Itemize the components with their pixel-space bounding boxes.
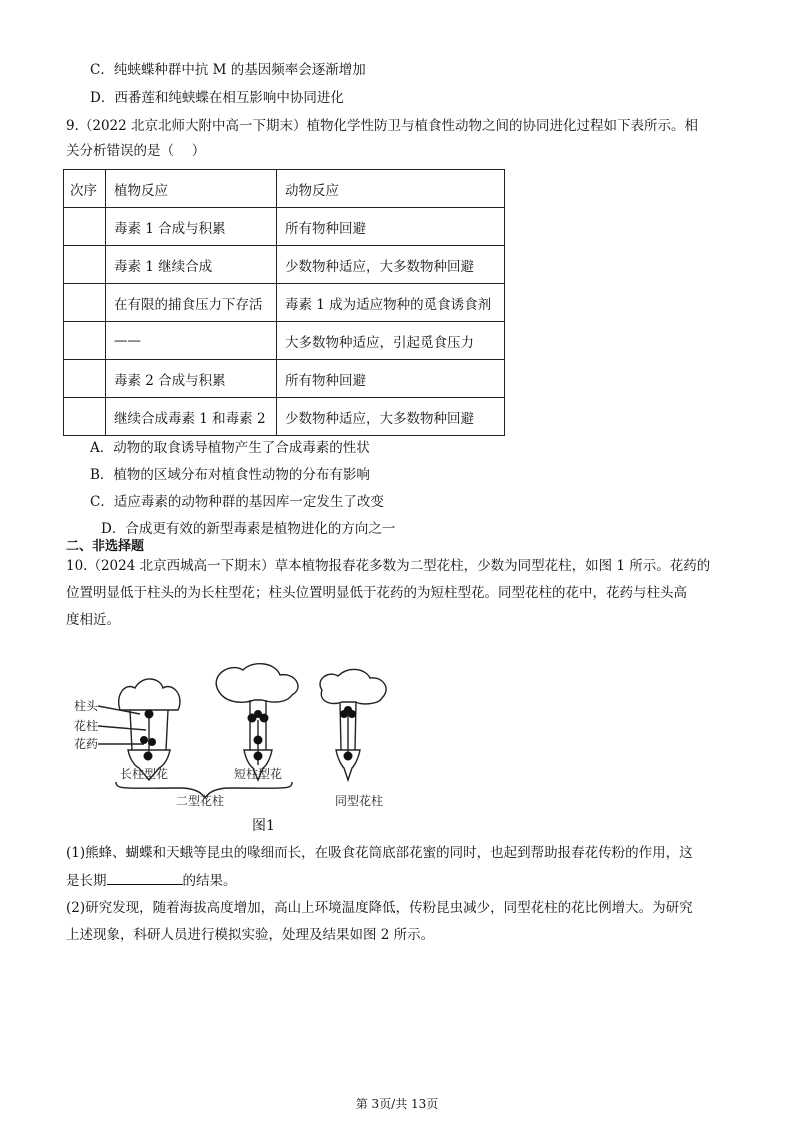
question-10-part1-line2 [66, 870, 237, 891]
question-10-stem-line1: 10.（2024 北京西城高一下期末）草本植物报春花多数为二型花柱，少数为同型花柱，如图 1 所示。花药的 [66, 558, 711, 574]
part1-text-post: 的结果。 [182, 873, 237, 889]
table-row [64, 208, 505, 246]
label-short-style: 短柱型花 [234, 767, 283, 781]
option-d: D．合成更有效的新型毒素是植物进化的方向之一 [101, 521, 396, 537]
table-row [64, 246, 505, 284]
table-cell: 少数物种适应，大多数物种回避 [277, 246, 505, 284]
table-cell [64, 360, 106, 398]
question-10-part1-line1: (1)熊蜂、蝴蝶和天蛾等昆虫的喙细而长，在吸食花筒底部花蜜的同时，也起到帮助报春花传粉的作用，这 [66, 845, 693, 861]
question-10-part2-line2: 上述现象，科研人员进行模拟实验，处理及结果如图 2 所示。 [66, 927, 435, 943]
answer-blank[interactable] [107, 870, 183, 885]
table-cell [64, 208, 106, 246]
option-c-prev: C．纯蛱蝶种群中抗 M 的基因频率会逐渐增加 [90, 62, 366, 78]
question-9-stem-line2: 关分析错误的是（ ） [66, 143, 206, 159]
label-dimorphic: 二型花柱 [176, 794, 225, 808]
figure-caption: 图1 [252, 818, 275, 834]
long-style-flower [119, 679, 180, 780]
label-long-style: 长柱型花 [120, 767, 169, 781]
table-cell: 少数物种适应，大多数物种回避 [277, 398, 505, 436]
table-row [64, 284, 505, 322]
option-a: A．动物的取食诱导植物产生了合成毒素的性状 [90, 440, 370, 456]
table-cell: 大多数物种适应，引起觅食压力 [277, 322, 505, 360]
question-10-stem-line2: 位置明显低于柱头的为长柱型花；柱头位置明显低于花药的为短柱型花。同型花柱的花中，花药与柱头高 [66, 585, 687, 601]
option-c: C．适应毒素的动物种群的基因库一定发生了改变 [90, 494, 384, 510]
label-homostyle: 同型花柱 [335, 794, 384, 808]
table-cell: 所有物种回避 [277, 360, 505, 398]
table-header-row [64, 170, 505, 208]
coevolution-table [63, 169, 505, 436]
label-style: 花柱 [74, 719, 99, 733]
table-cell: 毒素 1 合成与积累 [106, 208, 277, 246]
label-anther: 花药 [74, 737, 99, 751]
table-cell: 在有限的捕食压力下存活 [106, 284, 277, 322]
short-style-flower [216, 664, 298, 780]
table-cell: 毒素 1 继续合成 [106, 246, 277, 284]
table-row [64, 322, 505, 360]
label-stigma: 柱头 [74, 699, 99, 713]
page-footer: 第 3页/共 13页 [355, 1097, 439, 1111]
section-heading: 二、非选择题 [66, 539, 145, 554]
table-cell [64, 284, 106, 322]
option-b: B．植物的区域分布对植食性动物的分布有影响 [90, 467, 370, 483]
table-header-cell: 动物反应 [277, 170, 505, 208]
table-cell: —— [106, 322, 277, 360]
table-cell [64, 398, 106, 436]
homostyle-flower [320, 669, 386, 780]
table-cell [64, 246, 106, 284]
table-cell: 继续合成毒素 1 和毒素 2 [106, 398, 277, 436]
table-row [64, 398, 505, 436]
table-cell: 所有物种回避 [277, 208, 505, 246]
table-header-cell: 次序 [64, 170, 106, 208]
table-cell: 毒素 2 合成与积累 [106, 360, 277, 398]
option-d-prev: D．西番莲和纯蛱蝶在相互影响中协同进化 [90, 90, 344, 106]
table-header-cell: 植物反应 [106, 170, 277, 208]
question-10-stem-line3: 度相近。 [66, 612, 120, 628]
table-row [64, 360, 505, 398]
table-cell: 毒素 1 成为适应物种的觅食诱食剂 [277, 284, 505, 322]
question-9-stem-line1: 9.（2022 北京北师大附中高一下期末）植物化学性防卫与植食性动物之间的协同进化过程如下表所示。相 [66, 118, 699, 134]
question-10-part2-line1: (2)研究发现，随着海拔高度增加，高山上环境温度降低，传粉昆虫减少，同型花柱的花比例增大。为研究 [66, 900, 693, 916]
part1-text-pre: 是长期 [66, 873, 107, 889]
table-cell [64, 322, 106, 360]
